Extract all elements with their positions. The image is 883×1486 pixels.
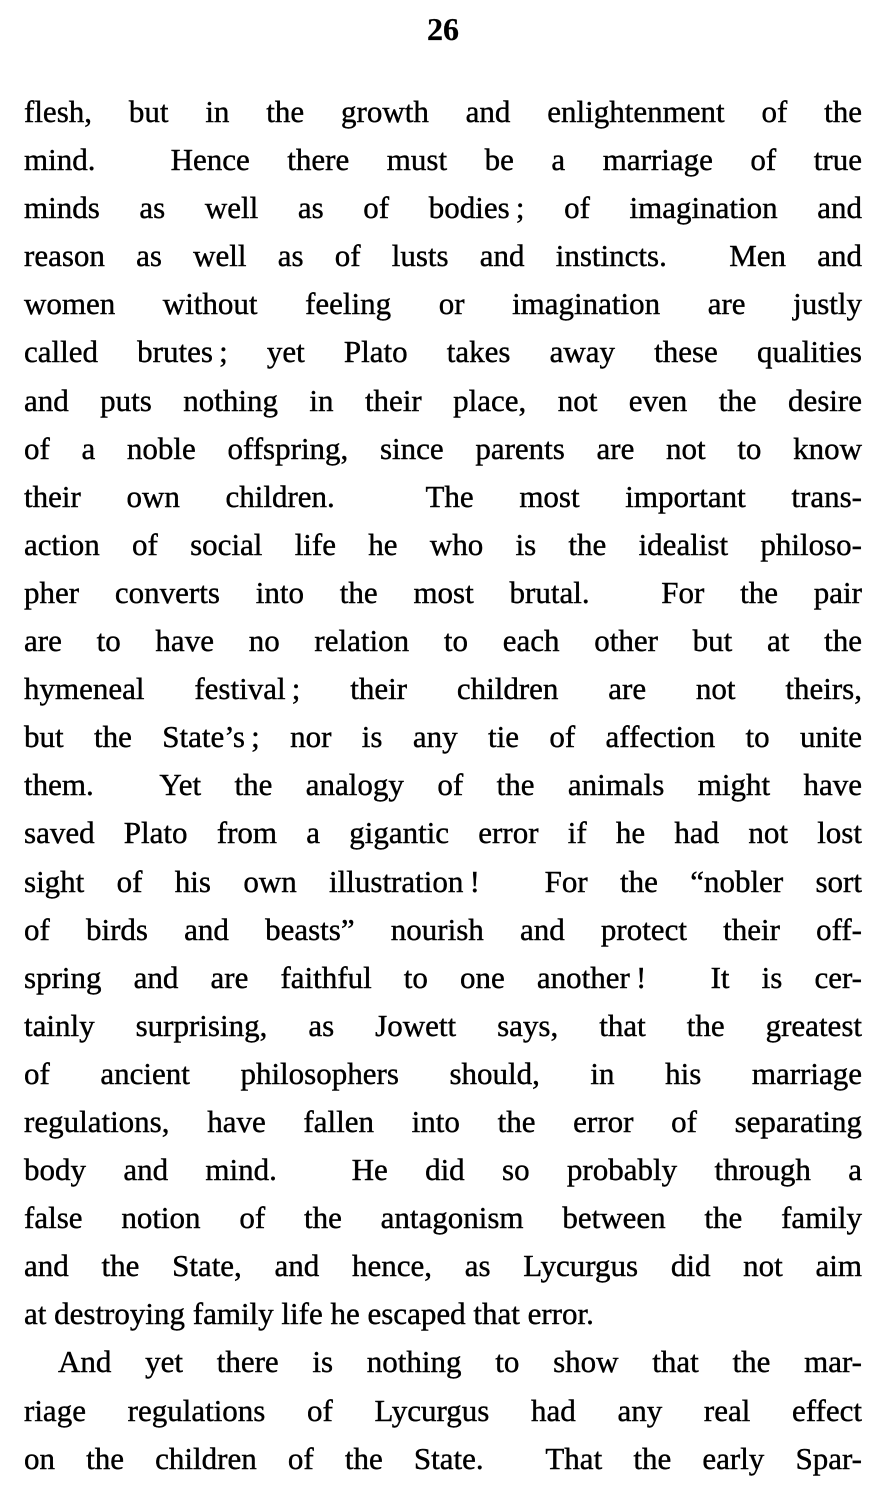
text-line: them. Yet the analogy of the animals might have (24, 767, 862, 803)
text-line: spring and are faithful to one another ! It is cer- (24, 959, 862, 995)
text-line: false notion of the antagonism between the family (24, 1200, 862, 1236)
text-line-paragraph-end: at destroying family life he escaped that error. (24, 1296, 594, 1332)
text-line: sight of his own illustration ! For the “nobler sort (24, 863, 862, 899)
text-line: tainly surprising, as Jowett says, that the greatest (24, 1007, 862, 1043)
text-line: body and mind. He did so probably through a (24, 1152, 862, 1188)
text-line: action of social life he who is the idealist philoso- (24, 526, 862, 562)
text-line: on the children of the State. That the early Spar- (24, 1440, 862, 1476)
text-line: and the State, and hence, as Lycurgus did not aim (24, 1248, 862, 1284)
text-line: but the State’s ; nor is any tie of affection to unite (24, 719, 862, 755)
text-line: pher converts into the most brutal. For the pair (24, 574, 862, 610)
text-line: of a noble offspring, since parents are not to know (24, 430, 862, 466)
text-line: minds as well as of bodies ; of imagination and (24, 190, 862, 226)
text-line: their own children. The most important trans- (24, 478, 862, 514)
text-line: women without feeling or imagination are justly (24, 286, 862, 322)
text-line: reason as well as of lusts and instincts. Men and (24, 238, 862, 274)
page-number: 26 (427, 11, 459, 47)
text-line: flesh, but in the growth and enlightenment of the (24, 94, 862, 129)
text-line: are to have no relation to each other but at the (24, 623, 862, 659)
text-line: mind. Hence there must be a marriage of true (24, 142, 862, 178)
text-line: of ancient philosophers should, in his marriage (24, 1055, 862, 1091)
text-line: of birds and beasts” nourish and protect their off- (24, 911, 862, 947)
text-line: and puts nothing in their place, not even the desire (24, 382, 862, 418)
text-line: regulations, have fallen into the error of separating (24, 1103, 862, 1139)
text-line: saved Plato from a gigantic error if he had not lost (24, 815, 862, 851)
text-line-paragraph-start: And yet there is nothing to show that the mar- (58, 1344, 862, 1380)
text-line: hymeneal festival ; their children are not theirs, (24, 671, 862, 707)
text-line: riage regulations of Lycurgus had any real effect (24, 1392, 862, 1428)
text-line: called brutes ; yet Plato takes away these qualities (24, 334, 862, 370)
body-text (24, 88, 862, 1483)
